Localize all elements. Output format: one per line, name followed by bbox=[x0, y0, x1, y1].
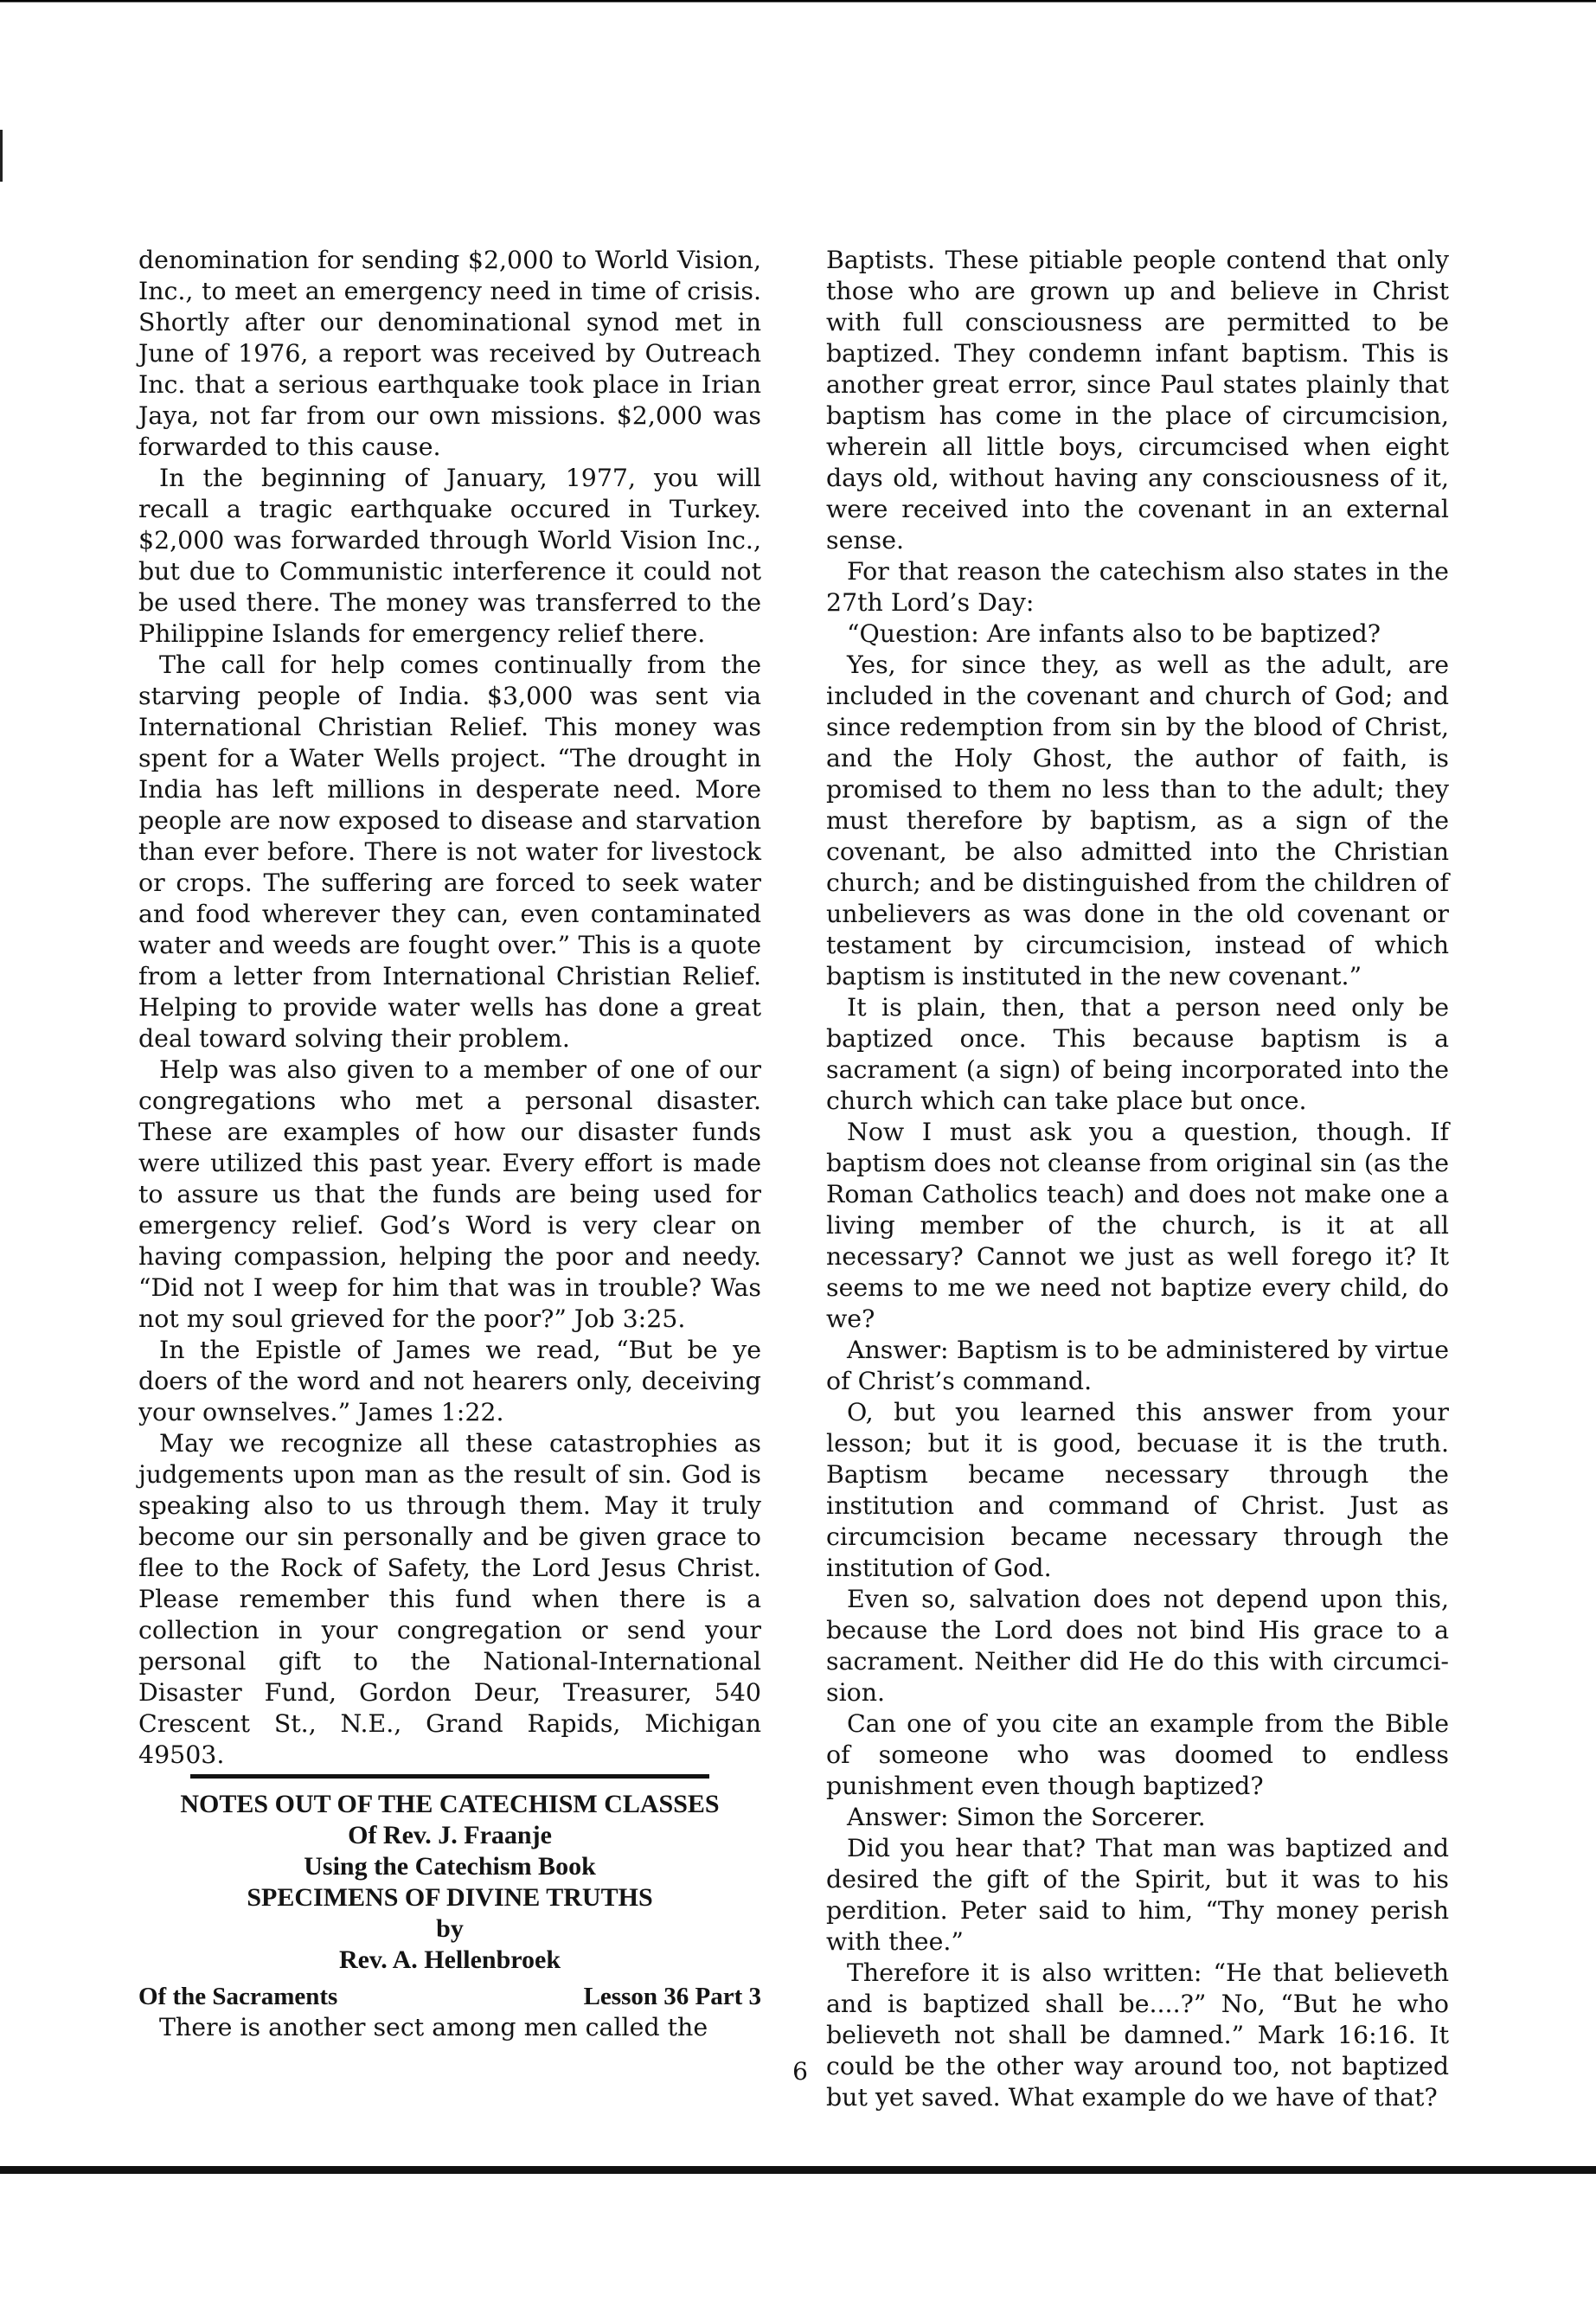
right-paragraph-7: Answer: Baptism is to be administered by virtue of Christ’s command. bbox=[826, 1336, 1449, 1395]
left-paragraph-1: denomination for sending $2,000 to World Vision, Inc., to meet an emergency need in time of crisis. Shortly after our denominational synod met in June of 1976, a report was received by Outreach Inc. that a serious earthquake took place in Irian Jaya, not far from our own missions. $2,000 was forwarded to this cause. bbox=[138, 246, 761, 461]
left-paragraph-3: The call for help comes continually from the starving people of India. $3,000 was sent via International Christian Relief. This money was spent for a Water Wells project. “The drought in India has left millions in desperate need. More people are now exposed to disease and starvation than ever before. There is not water for livestock or crops. The suffering are forced to seek water and food wherever they can, even contaminated water and weeds are fought over.” This is a quote from a letter from International Christian Relief. Helping to provide water wells has done a great deal toward solving their problem. bbox=[138, 651, 761, 1053]
section-heading-author: Of Rev. J. Fraanje bbox=[348, 1821, 552, 1849]
right-paragraph-5: It is plain, then, that a person need only be baptized once. This because baptism is a sacrament (a sign) of being incorporated into the church which can take place but once. bbox=[826, 993, 1449, 1115]
left-column bbox=[138, 245, 761, 2043]
right-paragraph-3: “Question: Are infants also to be baptized? bbox=[847, 619, 1381, 648]
scan-top-border bbox=[0, 0, 1596, 130]
section-heading-using: Using the Catechism Book bbox=[304, 1852, 596, 1881]
lesson-topic: Of the Sacraments bbox=[138, 1983, 338, 2010]
section-heading-title: NOTES OUT OF THE CATECHISM CLASSES bbox=[180, 1790, 720, 1818]
lesson-line bbox=[138, 1981, 761, 2012]
right-paragraph-8: O, but you learned this answer from your lesson; but it is good, becuase it is the truth. Baptism became necessary through the institution and command of Christ. Just as circumcision became necessary through the institution of God. bbox=[826, 1398, 1449, 1582]
right-paragraph-9: Even so, salvation does not depend upon this, because the Lord does not bind His grace to a sacrament. Neither did He do this with circumci-sion. bbox=[826, 1585, 1449, 1707]
right-paragraph-4: Yes, for since they, as well as the adult, are included in the covenant and church of God; and since redemption from sin by the blood of Christ, and the Holy Ghost, the author of faith, is promised to them no less than to the adult; they must therefore by baptism, as a sign of the covenant, be also admitted into the Christian church; and be distinguished from the children of unbelievers as was done in the old covenant or testament by circumcision, instead of which baptism is instituted in the new covenant.” bbox=[826, 651, 1449, 990]
page-content bbox=[138, 245, 1462, 2112]
page-number: 6 bbox=[792, 2057, 808, 2086]
left-paragraph-2: In the beginning of January, 1977, you will recall a tragic earthquake occured in Turkey. $2,000 was forwarded through World Vision Inc., but due to Communistic interference it could not be used there. The money was transferred to the Philippine Islands for emergency relief there. bbox=[138, 464, 761, 648]
right-column bbox=[826, 245, 1449, 2113]
right-paragraph-11: Answer: Simon the Sorcerer. bbox=[847, 1803, 1206, 1831]
right-paragraph-10: Can one of you cite an example from the Bible of someone who was doomed to endless punishment even though baptized? bbox=[826, 1709, 1449, 1800]
scan-bottom-border bbox=[0, 2166, 1596, 2174]
right-paragraph-1: Baptists. These pitiable people contend that only those who are grown up and believe in Christ with full consciousness are permitted to be baptized. They condemn infant baptism. This is another great error, since Paul states plainly that baptism has come in the place of circumcision, wherein all little boys, circumcised when eight days old, without having any consciousness of it, were received into the covenant in an external sense. bbox=[826, 246, 1449, 554]
lesson-number: Lesson 36 Part 3 bbox=[583, 1983, 761, 2010]
right-paragraph-13: Therefore it is also written: “He that believeth and is baptized shall be....?” No, “But he who believeth not shall be damned.” Mark 16:16. It could be the other way around too, not baptized but yet saved. What example do we have of that? bbox=[826, 1958, 1449, 2112]
left-paragraph-5: In the Epistle of James we read, “But be ye doers of the word and not hearers only, deceiving your ownselves.” James 1:22. bbox=[138, 1336, 761, 1426]
section-divider bbox=[190, 1774, 709, 1779]
scan-edge-mark bbox=[0, 130, 3, 182]
right-paragraph-12: Did you hear that? That man was baptized and desired the gift of the Spirit, but it was to his perdition. Peter said to him, “Thy money perish with thee.” bbox=[826, 1834, 1449, 1956]
section-heading-book-author: Rev. A. Hellenbroek bbox=[338, 1945, 561, 1974]
left-closing-paragraph: There is another sect among men called the bbox=[159, 2013, 708, 2041]
left-paragraph-4: Help was also given to a member of one of our congregations who met a personal disaster. These are examples of how our disaster funds were utilized this past year. Every effort is made to assure us that the funds are being used for emergency relief. God’s Word is very clear on having compassion, helping the poor and needy. “Did not I weep for him that was in trouble? Was not my soul grieved for the poor?” Job 3:25. bbox=[138, 1055, 761, 1333]
section-heading-book: SPECIMENS OF DIVINE TRUTHS bbox=[247, 1883, 653, 1912]
right-paragraph-2: For that reason the catechism also states in the 27th Lord’s Day: bbox=[826, 557, 1449, 617]
right-paragraph-6: Now I must ask you a question, though. If baptism does not cleanse from original sin (as the Roman Catholics teach) and does not make one a living member of the church, is it at all necessary? Cannot we just as well forego it? It seems to me we need not baptize every child, do we? bbox=[826, 1118, 1449, 1333]
section-heading-by: by bbox=[436, 1914, 464, 1943]
left-paragraph-6: May we recognize all these catastrophies as judgements upon man as the result of sin. God is speaking also to us through them. May it truly become our sin personally and be given grace to flee to the Rock of Safety, the Lord Jesus Christ. Please remember this fund when there is a collection in your congregation or send your personal gift to the National-International Disaster Fund, Gordon Deur, Treasurer, 540 Crescent St., N.E., Grand Rapids, Michigan 49503. bbox=[138, 1429, 761, 1769]
